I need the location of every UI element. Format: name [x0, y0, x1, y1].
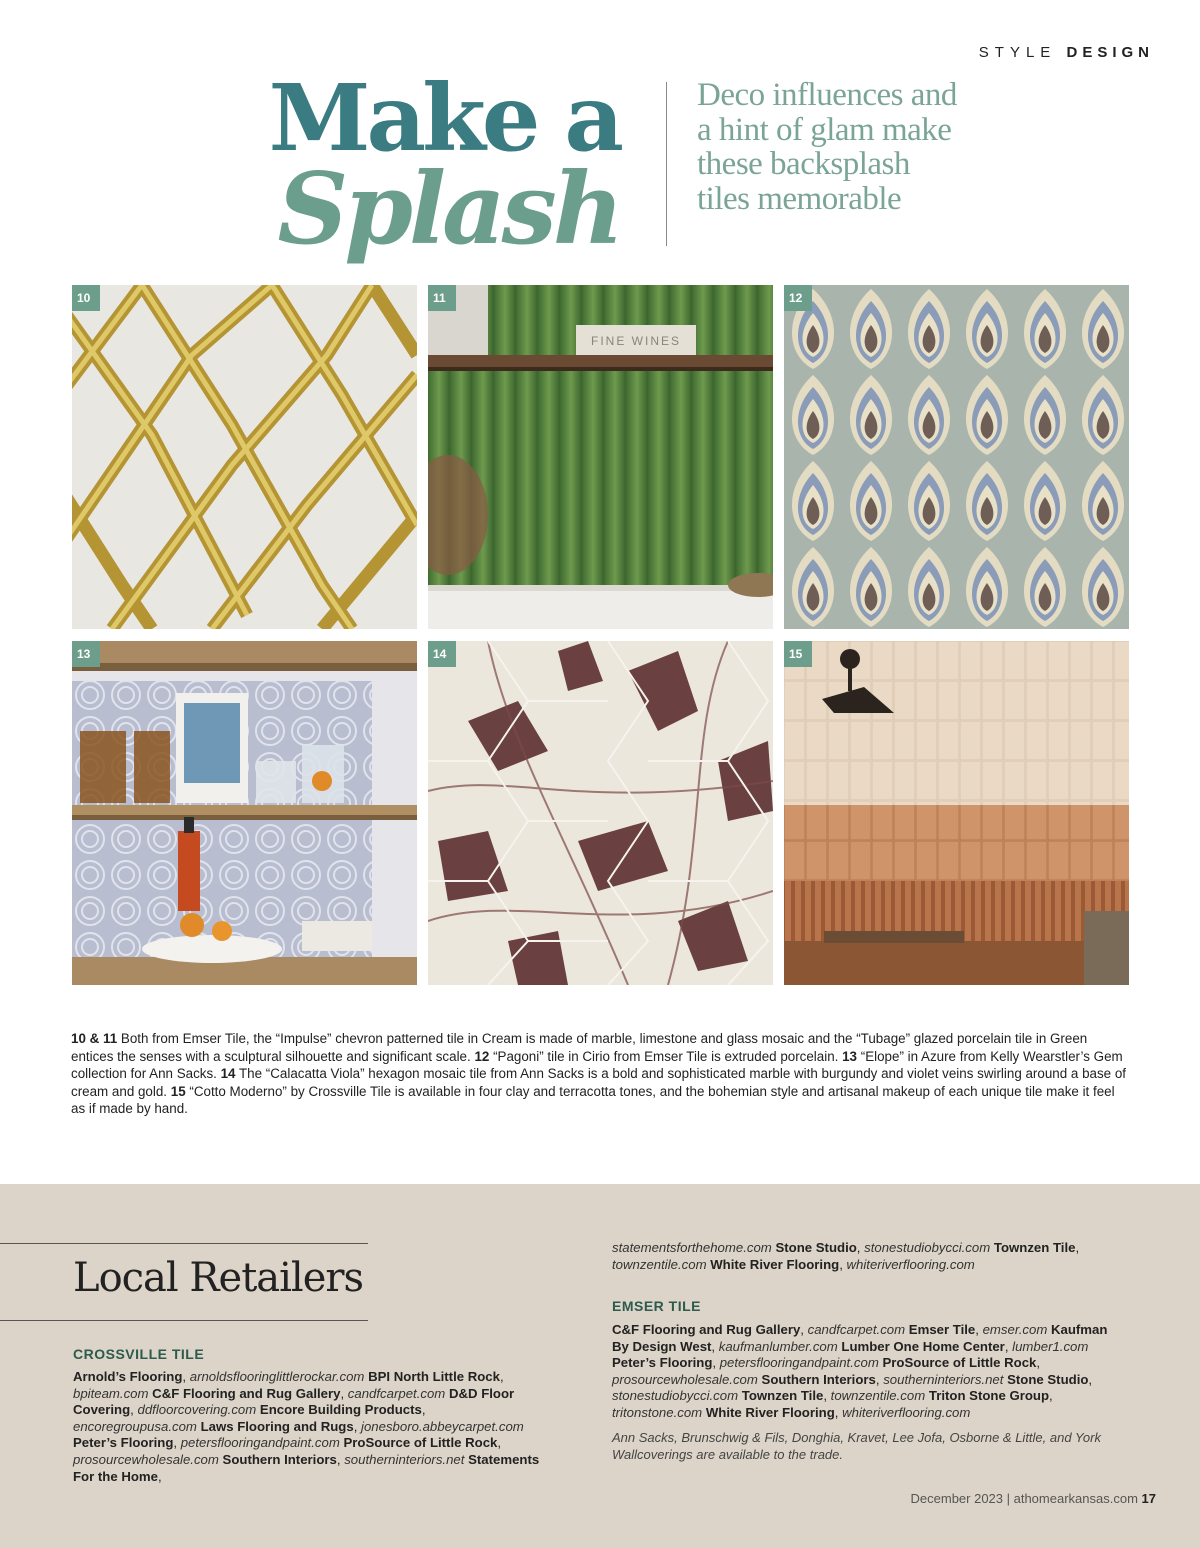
headline-divider	[666, 82, 667, 246]
photo-15-number: 15	[784, 641, 812, 667]
emser-retailer-name: Southern Interiors	[761, 1371, 876, 1387]
shelf-scene-image	[72, 641, 417, 985]
emser-retailer-name: White River Flooring	[705, 1404, 835, 1420]
crossville-retailer-url[interactable]: statementsforthehome.com	[612, 1240, 772, 1255]
crossville-retailer-list: Arnold’s Flooring, arnoldsflooringlittlerockar.com BPI North Little Rock, bpiteam.com C&F Flooring and Rug Gallery, candfcarpet.com D&D Floor Covering, ddfloorcovering.com Encore Building Products, encoregroupusa.com Laws Flooring and Rugs, jonesboro.abbeycarpet.com Peter’s Flooring, petersflooringandpaint.com ProSource of Little Rock, prosourcewholesale.com Southern Interiors, southerninteriors.net Statements For the Home,	[73, 1369, 540, 1484]
crossville-retailer-name: D&D Floor Covering	[73, 1385, 515, 1418]
crossville-retailer-url[interactable]: whiteriverflooring.com	[846, 1256, 975, 1272]
photo-10-number: 10	[72, 285, 100, 311]
emser-retailer-url[interactable]: prosourcewholesale.com	[612, 1371, 758, 1387]
crossville-retailer-url[interactable]: bpiteam.com	[73, 1385, 149, 1401]
crossville-retailer-url[interactable]: ddfloorcovering.com	[137, 1402, 257, 1418]
crossville-retailer-name: Southern Interiors	[222, 1451, 337, 1467]
hexagon-marble-image	[428, 641, 773, 985]
retailers-rule-top	[0, 1243, 368, 1244]
emser-retailer-url[interactable]: kaufmanlumber.com	[718, 1338, 838, 1354]
emser-retailer-url[interactable]: emser.com	[982, 1322, 1048, 1337]
emser-retailer-name: ProSource of Little Rock	[882, 1355, 1037, 1371]
headline-line2: Splash	[277, 152, 620, 267]
deck-text: Deco influences and a hint of glam make these backsplash tiles memorable	[697, 77, 957, 217]
emser-retailer-name: Triton Stone Group	[928, 1388, 1050, 1404]
emser-retailer-name: Peter’s Flooring	[612, 1355, 713, 1371]
crossville-retailer-name: ProSource of Little Rock	[343, 1435, 498, 1451]
green-tile-image	[428, 285, 773, 629]
emser-retailer-name: Stone Studio	[1007, 1371, 1089, 1387]
caption-text-15: “Cotto Moderno” by Crossville Tile is available in four clay and terracotta tones, and the bohemian style and artisanal makeup of each unique tile make it feel as if made by hand.	[71, 1083, 1115, 1117]
page-folio	[911, 1491, 1156, 1506]
crossville-retailer-url[interactable]: stonestudiobycci.com	[864, 1240, 991, 1255]
crossville-retailer-name: Peter’s Flooring	[73, 1435, 174, 1451]
photo-13-shelf-scene	[72, 641, 417, 985]
crossville-retailer-name: Townzen Tile	[993, 1240, 1076, 1255]
crossville-retailer-url[interactable]: townzentile.com	[612, 1256, 707, 1272]
emser-retailer-list: C&F Flooring and Rug Gallery, candfcarpet.com Emser Tile, emser.com Kaufman By Design West, kaufmanlumber.com Lumber One Home Center, lumber1.com Peter’s Flooring, petersflooringandpaint.com ProSource of Little Rock, prosourcewholesale.com Southern Interiors, southerninteriors.net Stone Studio, stonestudiobycci.com Townzen Tile, townzentile.com Triton Stone Group, tritonstone.com White River Flooring, whiteriverflooring.com	[612, 1322, 1108, 1420]
caption-text-12: “Pagoni” tile in Cirio from Emser Tile is extruded porcelain.	[489, 1048, 843, 1064]
crossville-retailer-name: Encore Building Products	[259, 1402, 422, 1418]
crossville-retailer-url[interactable]: prosourcewholesale.com	[73, 1451, 219, 1467]
retailers-title: Local Retailers	[73, 1255, 364, 1301]
emser-retailer-url[interactable]: tritonstone.com	[612, 1404, 703, 1420]
crossville-retailer-name: C&F Flooring and Rug Gallery	[152, 1385, 341, 1401]
section-label-bold: DESIGN	[1066, 44, 1154, 61]
photo-15-terracotta-wall	[784, 641, 1129, 985]
book-spine-text: FINE WINES	[590, 334, 682, 348]
emser-retailer-url[interactable]: petersflooringandpaint.com	[719, 1355, 879, 1371]
crossville-retailer-url[interactable]: southerninteriors.net	[344, 1451, 465, 1467]
photo-13-number: 13	[72, 641, 100, 667]
emser-retailer-url[interactable]: lumber1.com	[1012, 1338, 1089, 1354]
photo-12-number: 12	[784, 285, 812, 311]
emser-heading: EMSER TILE	[612, 1298, 702, 1314]
photo-11-green-tile	[428, 285, 773, 629]
caption-key-14: 14	[220, 1066, 236, 1082]
crossville-retailer-url[interactable]: encoregroupusa.com	[73, 1418, 197, 1434]
caption-key-10-11: 10 & 11	[71, 1031, 118, 1046]
crossville-retailer-url[interactable]: arnoldsflooringlittlerockar.com	[189, 1369, 365, 1384]
photo-12-peacock-tile	[784, 285, 1129, 629]
photo-11-number: 11	[428, 285, 456, 311]
folio-page-number: 17	[1141, 1491, 1156, 1506]
caption-key-13: 13	[842, 1048, 858, 1064]
emser-retailer-name: C&F Flooring and Rug Gallery	[612, 1322, 801, 1337]
crossville-heading: CROSSVILLE TILE	[73, 1346, 205, 1362]
caption-text-14: The “Calacatta Viola” hexagon mosaic tile from Ann Sacks is a bold and sophisticated marble with burgundy and violet veins swirling around a base of cream and gold.	[71, 1066, 1126, 1099]
chevron-tile-image	[72, 285, 417, 629]
crossville-retailer-name: Laws Flooring and Rugs	[200, 1418, 354, 1434]
caption-text-13: “Elope” in Azure from Kelly Wearstler’s Gem collection for Ann Sacks.	[71, 1048, 1123, 1082]
trade-note: Ann Sacks, Brunschwig & Fils, Donghia, Kravet, Lee Jofa, Osborne & Little, and York Wallcoverings are available to the trade.	[612, 1430, 1101, 1462]
headline	[240, 64, 620, 267]
emser-retailer-name: Emser Tile	[908, 1322, 976, 1337]
crossville-retailer-name: Stone Studio	[775, 1240, 857, 1255]
crossville-retailer-name: BPI North Little Rock	[368, 1369, 500, 1384]
crossville-retailer-url[interactable]: candfcarpet.com	[347, 1385, 446, 1401]
crossville-retailer-name: White River Flooring	[710, 1256, 840, 1272]
crossville-retailer-name: Statements For the Home	[73, 1451, 540, 1484]
emser-retailer-name: Townzen Tile	[741, 1388, 824, 1404]
section-label	[979, 44, 1154, 61]
emser-retailer-url[interactable]: whiteriverflooring.com	[842, 1404, 971, 1420]
crossville-retailer-name: Arnold’s Flooring	[73, 1369, 183, 1384]
headline-line1: Make a	[268, 64, 620, 172]
terracotta-wall-image	[784, 641, 1129, 985]
peacock-tile-image	[784, 285, 1129, 629]
photo-caption	[71, 1030, 1131, 1118]
emser-retailer-url[interactable]: southerninteriors.net	[883, 1371, 1004, 1387]
caption-text-10-11: Both from Emser Tile, the “Impulse” chevron patterned tile in Cream is made of marble, limestone and glass mosaic and the “Tubage” glazed porcelain tile in Green entices the senses with a sculptural silhouette and significant scale.	[71, 1031, 1088, 1064]
retailers-rule-bottom	[0, 1320, 368, 1321]
emser-retailer-url[interactable]: townzentile.com	[830, 1388, 926, 1404]
crossville-retailer-url[interactable]: petersflooringandpaint.com	[180, 1435, 340, 1451]
emser-retailer-url[interactable]: stonestudiobycci.com	[612, 1388, 739, 1404]
photo-14-hexagon-marble	[428, 641, 773, 985]
folio-issue: December 2023 | athomearkansas.com	[910, 1491, 1138, 1506]
section-label-light: STYLE	[978, 44, 1057, 61]
crossville-retailer-url[interactable]: jonesboro.abbeycarpet.com	[361, 1418, 524, 1434]
emser-retailer-name: Kaufman By Design West	[612, 1322, 1108, 1354]
crossville-retailer-list-continued: statementsforthehome.com Stone Studio, stonestudiobycci.com Townzen Tile, townzentile.com White River Flooring, whiteriverflooring.com	[612, 1240, 1080, 1272]
photo-14-number: 14	[428, 641, 456, 667]
caption-key-15: 15	[170, 1083, 186, 1099]
emser-retailer-url[interactable]: candfcarpet.com	[807, 1322, 906, 1337]
photo-10-chevron-tile	[72, 285, 417, 629]
caption-key-12: 12	[474, 1048, 490, 1064]
emser-retailer-name: Lumber One Home Center	[841, 1338, 1005, 1354]
